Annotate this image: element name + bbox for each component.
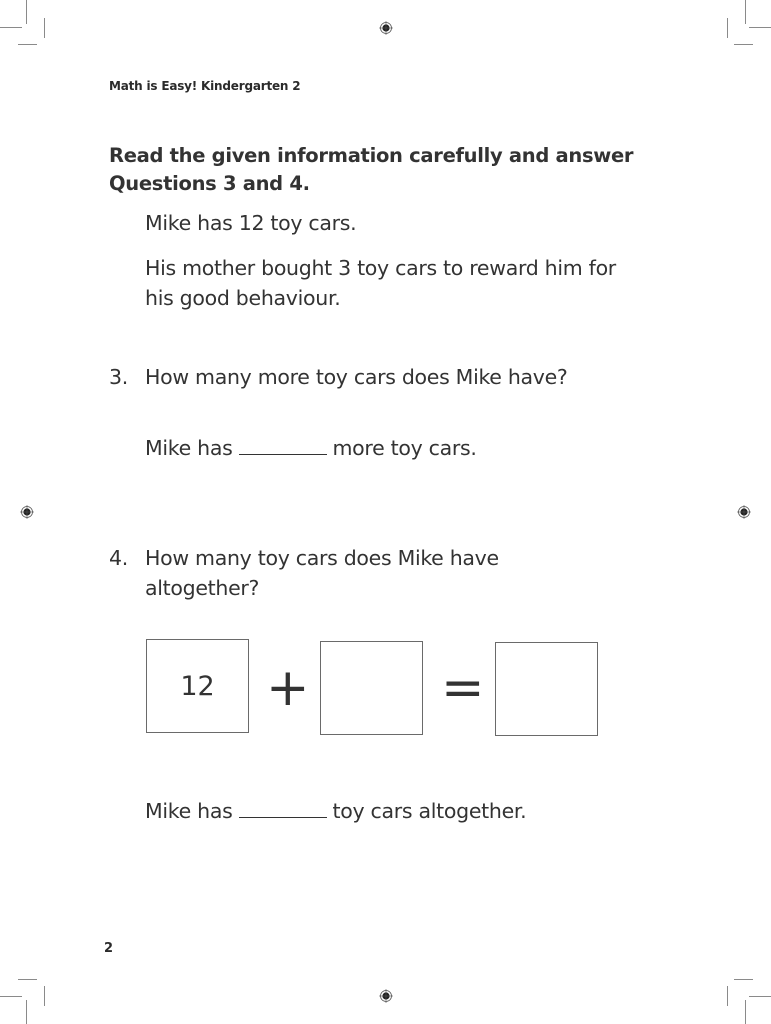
crop-line [734, 44, 753, 45]
registration-mark-icon [20, 505, 34, 519]
registration-mark-icon [379, 989, 393, 1003]
registration-mark-icon [737, 505, 751, 519]
answer-sentence [145, 433, 477, 463]
crop-line [749, 996, 771, 997]
crop-line [727, 986, 728, 1006]
info-paragraph: Mike has 12 toy cars. [145, 211, 357, 235]
equation-box-second[interactable] [320, 641, 423, 735]
plus-sign: + [266, 658, 310, 718]
info-paragraph: His mother bought 3 toy cars to reward him for his good behaviour. [145, 256, 616, 310]
answer-suffix: toy cars altogether. [332, 799, 527, 823]
answer-blank[interactable] [239, 816, 327, 818]
crop-line [0, 996, 22, 997]
question-number: 4. [109, 546, 128, 570]
crop-line [26, 1000, 27, 1024]
crop-line [745, 0, 746, 24]
answer-sentence [145, 796, 526, 826]
crop-line [18, 44, 37, 45]
answer-blank[interactable] [239, 453, 327, 455]
equals-sign: = [441, 658, 485, 718]
question-text: How many toy cars does Mike have altogether? [145, 546, 499, 600]
crop-line [727, 18, 728, 38]
crop-line [734, 979, 753, 980]
registration-mark-icon [379, 21, 393, 35]
crop-line [18, 979, 37, 980]
answer-suffix: more toy cars. [332, 436, 477, 460]
running-header: Math is Easy! Kindergarten 2 [109, 79, 301, 93]
equation-box-first: 12 [146, 639, 249, 733]
crop-line [749, 27, 771, 28]
question-number: 3. [109, 365, 128, 389]
crop-line [745, 1000, 746, 1024]
crop-line [44, 18, 45, 38]
instructions-heading: Read the given information carefully and answer Questions 3 and 4. [109, 144, 634, 195]
crop-line [0, 27, 22, 28]
equation-box-result[interactable] [495, 642, 598, 736]
crop-line [44, 986, 45, 1006]
crop-line [26, 0, 27, 24]
question-text: How many more toy cars does Mike have? [145, 365, 568, 389]
answer-prefix: Mike has [145, 436, 233, 460]
answer-prefix: Mike has [145, 799, 233, 823]
page-number: 2 [104, 941, 114, 956]
